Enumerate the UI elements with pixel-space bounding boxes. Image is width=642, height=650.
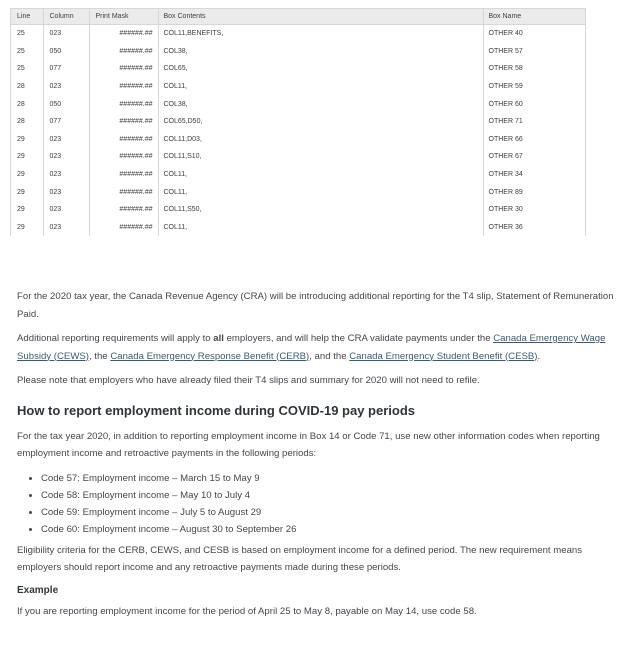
cell-print-mask: ######.## (89, 219, 158, 236)
table-row (11, 113, 586, 131)
cell-box-name: OTHER 40 (483, 25, 586, 43)
cell-box-name: OTHER 89 (483, 183, 586, 201)
cell-line: 28 (17, 83, 25, 91)
cell-box-name: OTHER 60 (483, 95, 586, 113)
table-header-row (11, 9, 586, 25)
text-run: . (537, 350, 541, 362)
requirements-paragraph (17, 330, 626, 365)
example-paragraph: If you are reporting employment income for the period of April 25 to May 8, payable on May 14, use code 58. (17, 605, 477, 617)
column-header-box-name: Box Name (483, 9, 586, 25)
cell-box-contents: COL11,D03, (158, 131, 483, 149)
cell-column: 023 (43, 148, 89, 166)
text-run: , the (88, 350, 111, 362)
column-header-line: Line (11, 9, 43, 25)
cell-column: 023 (43, 201, 89, 219)
table-row (11, 95, 586, 113)
cell-print-mask: ######.## (89, 201, 158, 219)
cell-box-contents: COL65,D50, (158, 113, 483, 131)
code-list (17, 470, 626, 538)
cell-box-name: OTHER 34 (483, 166, 586, 184)
cell-box-contents: COL11,BENEFITS, (158, 25, 483, 43)
cell-box-name: OTHER 58 (483, 60, 586, 78)
cell-print-mask: ######.## (89, 113, 158, 131)
cell-box-contents: COL38, (158, 95, 483, 113)
text-run: employers, and will help the CRA validate payments under the (223, 333, 494, 344)
cell-box-contents: COL11, (158, 166, 483, 184)
cell-box-name: OTHER 59 (483, 78, 586, 96)
cell-box-name: OTHER 57 (483, 43, 586, 61)
cell-line: 28 (17, 118, 25, 126)
table-row (11, 43, 586, 61)
text-run: , and the (309, 350, 350, 362)
cell-box-contents: COL11,S50, (158, 201, 483, 219)
inline-link[interactable]: Canada Emergency Student Benefit (CESB) (349, 350, 538, 362)
cell-box-name: OTHER 36 (483, 219, 586, 236)
cell-box-name: OTHER 30 (483, 201, 586, 219)
section-heading: How to report employment income during COVID-19 pay periods (17, 402, 415, 418)
cell-line: 29 (17, 188, 25, 196)
cell-column: 050 (43, 43, 89, 61)
codes-intro-paragraph: For the tax year 2020, in addition to reporting employment income in Box 14 or Code 71, use new other information codes when reporting employment income and retroactive payments in the following periods: (17, 430, 600, 459)
cell-column: 023 (43, 25, 89, 43)
code-list-item: • Code 57: Employment income – March 15 to May 9 (41, 470, 626, 487)
table-row (11, 183, 586, 201)
cell-column: 077 (43, 60, 89, 78)
cell-column: 050 (43, 95, 89, 113)
cell-line: 29 (17, 135, 25, 143)
cell-print-mask: ######.## (89, 131, 158, 149)
cell-print-mask: ######.## (89, 148, 158, 166)
article-body (17, 288, 626, 627)
column-header-column: Column (43, 9, 89, 25)
cell-box-contents: COL38, (158, 43, 483, 61)
eligibility-paragraph: Eligibility criteria for the CERB, CEWS, and CESB is based on employment income for a defined period. The new requirement means employers should report income and any retroactive payments made during these periods. (17, 544, 583, 573)
cell-line: 29 (17, 206, 25, 214)
cell-print-mask: ######.## (89, 25, 158, 43)
box-table-body (11, 25, 586, 237)
cell-column: 023 (43, 166, 89, 184)
code-list-item: • Code 59: Employment income – July 5 to August 29 (41, 504, 626, 521)
column-header-print-mask: Print Mask (89, 9, 158, 25)
cell-box-contents: COL11, (158, 183, 483, 201)
cell-column: 023 (43, 219, 89, 236)
table-row (11, 219, 586, 236)
column-header-box-contents: Box Contents (158, 9, 483, 25)
table-row (11, 78, 586, 96)
table-row (11, 201, 586, 219)
cell-print-mask: ######.## (89, 95, 158, 113)
cell-column: 023 (43, 78, 89, 96)
box-definition-table (11, 9, 586, 236)
cell-box-contents: COL11, (158, 78, 483, 96)
cell-column: 023 (43, 183, 89, 201)
box-definition-table-container (10, 8, 586, 236)
table-row (11, 60, 586, 78)
table-row (11, 166, 586, 184)
code-list-item: • Code 58: Employment income – May 10 to July 4 (41, 487, 626, 504)
cell-column: 023 (43, 131, 89, 149)
table-row (11, 131, 586, 149)
cell-line: 25 (17, 30, 25, 38)
example-heading: Example (17, 584, 59, 596)
inline-link[interactable]: Canada Emergency Response Benefit (CERB) (110, 350, 310, 362)
cell-print-mask: ######.## (89, 183, 158, 201)
code-list-item: • Code 60: Employment income – August 30 to September 26 (41, 521, 626, 538)
intro-paragraph: For the 2020 tax year, the Canada Revenue Agency (CRA) will be introducing additional reporting for the T4 slip, Statement of Remuneration Paid. (17, 291, 614, 320)
table-row (11, 25, 586, 43)
cell-box-name: OTHER 66 (483, 131, 586, 149)
cell-line: 25 (17, 65, 25, 73)
cell-box-contents: COL65, (158, 60, 483, 78)
cell-line: 29 (17, 153, 25, 161)
cell-print-mask: ######.## (89, 60, 158, 78)
cell-box-name: OTHER 67 (483, 148, 586, 166)
cell-print-mask: ######.## (89, 43, 158, 61)
cell-box-contents: COL11,S10, (158, 148, 483, 166)
table-row (11, 148, 586, 166)
cell-print-mask: ######.## (89, 78, 158, 96)
bold-text: all (213, 333, 224, 344)
cell-line: 29 (17, 223, 25, 231)
cell-line: 28 (17, 100, 25, 108)
cell-line: 29 (17, 171, 25, 179)
cell-print-mask: ######.## (89, 166, 158, 184)
text-run: Additional reporting requirements will apply to (17, 333, 214, 344)
cell-line: 25 (17, 47, 25, 55)
refile-note-paragraph: Please note that employers who have already filed their T4 slips and summary for 2020 will not need to refile. (17, 375, 480, 386)
cell-box-name: OTHER 71 (483, 113, 586, 131)
cell-column: 077 (43, 113, 89, 131)
cell-box-contents: COL11, (158, 219, 483, 236)
inline-link[interactable]: Canada Emergency Wage Subsidy (CEWS) (17, 333, 606, 362)
